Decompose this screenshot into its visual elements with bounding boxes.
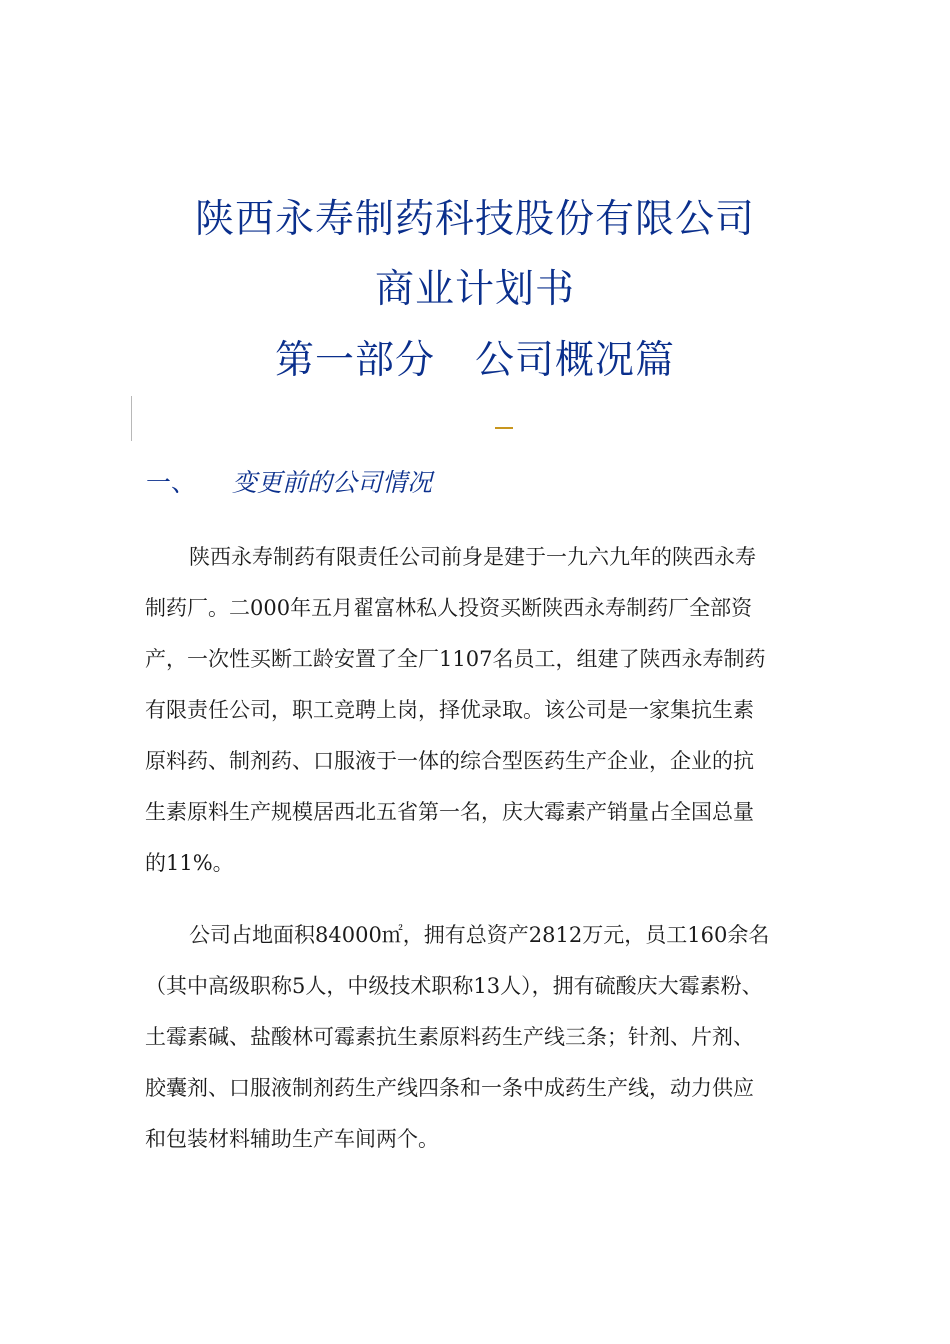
section-number: 一、 <box>146 468 197 497</box>
document-title: 陕西永寿制药科技股份有限公司 <box>194 197 755 242</box>
paragraph-assets <box>145 910 825 1165</box>
paragraph-line: 原料药、制剂药、口服液于一体的综合型医药生产企业，企业的抗 <box>145 749 754 773</box>
document-subtitle: 商业计划书 <box>374 267 575 312</box>
paragraph-line: 公司占地面积84000㎡，拥有总资产2812万元，员工160余名 <box>189 923 770 947</box>
part-title: 第一部分 公司概况篇 <box>274 338 675 383</box>
paragraph-line: 生素原料生产规模居西北五省第一名，庆大霉素产销量占全国总量 <box>145 800 754 824</box>
margin-rule <box>131 396 132 441</box>
paragraph-line: 产，一次性买断工龄安置了全厂1107名员工，组建了陕西永寿制药 <box>145 647 766 671</box>
section-heading: 变更前的公司情况 <box>232 468 433 497</box>
paragraph-line: 和包装材料辅助生产车间两个。 <box>145 1127 439 1151</box>
paragraph-line: 制药厂。二000年五月翟富林私人投资买断陕西永寿制药厂全部资 <box>145 596 753 620</box>
paragraph-line: 土霉素碱、盐酸林可霉素抗生素原料药生产线三条；针剂、片剂、 <box>145 1025 754 1049</box>
paragraph-line: （其中高级职称5人，中级技术职称13人），拥有硫酸庆大霉素粉、 <box>145 974 763 998</box>
paragraph-line: 的11%。 <box>145 851 234 875</box>
paragraph-line: 陕西永寿制药有限责任公司前身是建于一九六九年的陕西永寿 <box>189 545 756 569</box>
paragraph-line: 有限责任公司，职工竞聘上岗，择优录取。该公司是一家集抗生素 <box>145 698 754 722</box>
paragraph-line: 胶囊剂、口服液制剂药生产线四条和一条中成药生产线，动力供应 <box>145 1076 754 1100</box>
paragraph-history <box>145 532 825 889</box>
accent-dash <box>495 427 513 429</box>
